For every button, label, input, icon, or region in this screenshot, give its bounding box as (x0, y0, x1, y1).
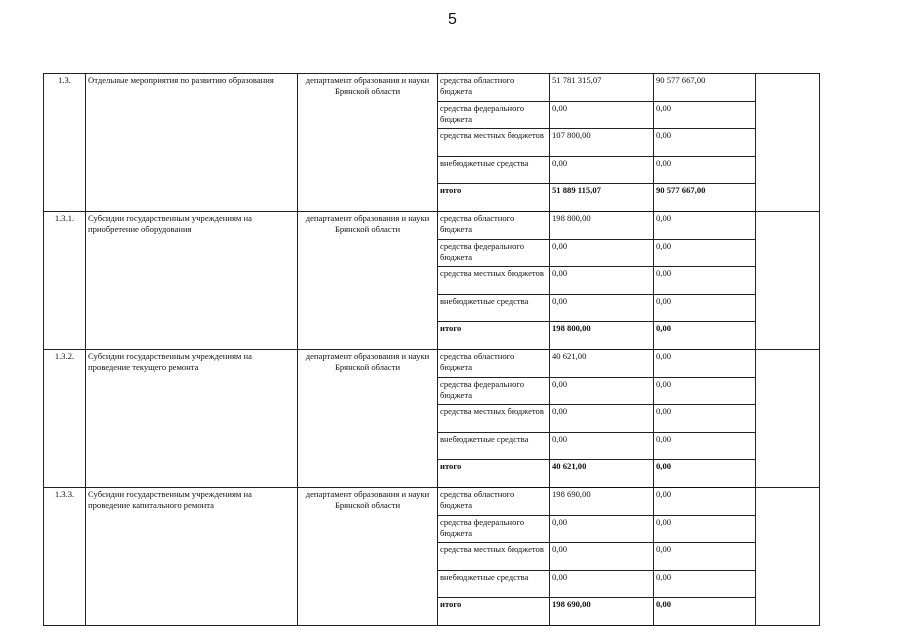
empty-cell (756, 487, 820, 625)
table-row (44, 74, 820, 102)
funding-value-1: 107 800,00 (550, 129, 654, 157)
item-department: департамент образования и науки Брянской области (298, 74, 438, 212)
funding-value-1: 0,00 (550, 294, 654, 322)
funding-source-label: средства федерального бюджета (438, 515, 550, 543)
total-label: итого (438, 460, 550, 488)
funding-value-1: 0,00 (550, 377, 654, 405)
funding-source-label: средства областного бюджета (438, 74, 550, 102)
funding-value-1: 0,00 (550, 515, 654, 543)
funding-source-label: средства местных бюджетов (438, 129, 550, 157)
item-department: департамент образования и науки Брянской области (298, 211, 438, 349)
item-name: Субсидии государственным учреждениям на приобретение оборудования (86, 211, 298, 349)
total-value-1: 198 690,00 (550, 598, 654, 626)
total-value-2: 90 577 667,00 (654, 184, 756, 212)
funding-value-2: 0,00 (654, 349, 756, 377)
funding-value-1: 51 781 315,07 (550, 74, 654, 102)
item-department: департамент образования и науки Брянской области (298, 487, 438, 625)
item-name: Субсидии государственным учреждениям на проведение текущего ремонта (86, 349, 298, 487)
funding-value-1: 0,00 (550, 267, 654, 295)
funding-source-label: средства областного бюджета (438, 349, 550, 377)
funding-value-1: 0,00 (550, 101, 654, 129)
funding-value-2: 0,00 (654, 432, 756, 460)
total-label: итого (438, 322, 550, 350)
funding-source-label: средства федерального бюджета (438, 239, 550, 267)
total-value-1: 198 800,00 (550, 322, 654, 350)
page-number: 5 (448, 11, 457, 28)
funding-value-2: 0,00 (654, 156, 756, 184)
funding-value-2: 0,00 (654, 129, 756, 157)
funding-value-1: 0,00 (550, 405, 654, 433)
funding-value-1: 40 621,00 (550, 349, 654, 377)
funding-value-1: 0,00 (550, 156, 654, 184)
empty-cell (756, 349, 820, 487)
funding-source-label: средства местных бюджетов (438, 543, 550, 571)
table-row (44, 487, 820, 515)
table-row (44, 211, 820, 239)
funding-value-2: 0,00 (654, 405, 756, 433)
total-value-1: 40 621,00 (550, 460, 654, 488)
item-number: 1.3. (44, 74, 86, 212)
item-name: Отдельные мероприятия по развитию образования (86, 74, 298, 212)
total-label: итого (438, 184, 550, 212)
funding-value-1: 0,00 (550, 432, 654, 460)
budget-table (43, 73, 820, 626)
funding-value-2: 0,00 (654, 515, 756, 543)
total-value-2: 0,00 (654, 460, 756, 488)
funding-source-label: средства местных бюджетов (438, 405, 550, 433)
funding-value-1: 198 800,00 (550, 211, 654, 239)
total-value-2: 0,00 (654, 322, 756, 350)
empty-cell (756, 211, 820, 349)
funding-source-label: внебюджетные средства (438, 432, 550, 460)
funding-value-2: 0,00 (654, 101, 756, 129)
funding-value-2: 0,00 (654, 487, 756, 515)
funding-source-label: внебюджетные средства (438, 156, 550, 184)
funding-value-2: 90 577 667,00 (654, 74, 756, 102)
funding-value-2: 0,00 (654, 294, 756, 322)
funding-source-label: внебюджетные средства (438, 570, 550, 598)
funding-value-2: 0,00 (654, 543, 756, 571)
table-row (44, 349, 820, 377)
funding-source-label: средства областного бюджета (438, 487, 550, 515)
funding-source-label: средства федерального бюджета (438, 101, 550, 129)
funding-value-1: 0,00 (550, 543, 654, 571)
item-number: 1.3.3. (44, 487, 86, 625)
funding-value-2: 0,00 (654, 239, 756, 267)
funding-source-label: средства областного бюджета (438, 211, 550, 239)
funding-value-2: 0,00 (654, 211, 756, 239)
total-label: итого (438, 598, 550, 626)
total-value-1: 51 889 115,07 (550, 184, 654, 212)
funding-source-label: средства местных бюджетов (438, 267, 550, 295)
total-value-2: 0,00 (654, 598, 756, 626)
funding-source-label: средства федерального бюджета (438, 377, 550, 405)
funding-value-1: 0,00 (550, 239, 654, 267)
item-number: 1.3.1. (44, 211, 86, 349)
empty-cell (756, 74, 820, 212)
funding-value-2: 0,00 (654, 267, 756, 295)
item-department: департамент образования и науки Брянской области (298, 349, 438, 487)
item-name: Субсидии государственным учреждениям на проведение капитального ремонта (86, 487, 298, 625)
funding-value-1: 198 690,00 (550, 487, 654, 515)
funding-source-label: внебюджетные средства (438, 294, 550, 322)
funding-value-2: 0,00 (654, 377, 756, 405)
funding-value-2: 0,00 (654, 570, 756, 598)
item-number: 1.3.2. (44, 349, 86, 487)
funding-value-1: 0,00 (550, 570, 654, 598)
